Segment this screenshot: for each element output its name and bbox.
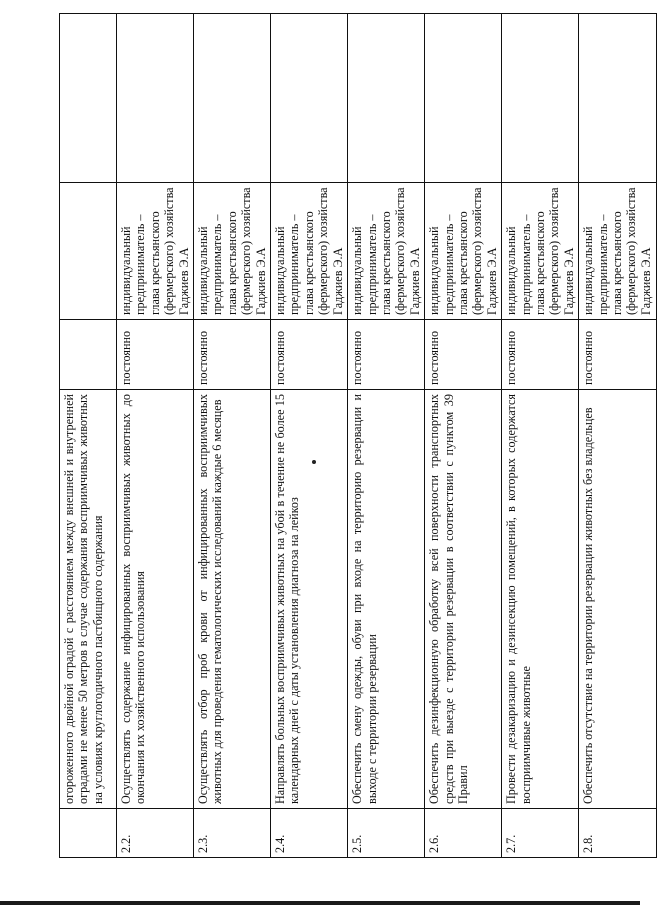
table-row [348, 14, 425, 858]
row-number: 2.7. [502, 809, 579, 858]
row-action: огороженного двойной оградой с расстоянием между внешней и внутренней оградами не менее 50 метров в случае содержания восприимчивых животных на условиях круглогодичного пастбищного содержания [60, 390, 117, 809]
row-term: постоянно [271, 320, 348, 390]
scan-bottom-edge [0, 901, 640, 905]
table-row-continuation [60, 14, 117, 858]
measures-table [59, 13, 657, 858]
row-number: 2.5. [348, 809, 425, 858]
table-row [194, 14, 271, 858]
table-row [271, 14, 348, 858]
row-term [60, 320, 117, 390]
row-note [502, 14, 579, 183]
row-note [194, 14, 271, 183]
row-term: постоянно [117, 320, 194, 390]
table-row [502, 14, 579, 858]
row-responsible: индивидуальный предприниматель – глава крестьянского (фермерского) хозяйства Гаджиев Э.А [502, 183, 579, 320]
row-action: Осуществлять отбор проб крови от инфицированных восприимчивых животных для проведения гематологических исследований каждые 6 месяцев [194, 390, 271, 809]
row-action: Направлять больных восприимчивых животных на убой в течение не более 15 календарных дней с даты установления диагноза на лейкоз [271, 390, 348, 809]
table-row [425, 14, 502, 858]
row-action: Обеспечить дезинфекционную обработку всей поверхности транспортных средств при выезде с территории резервации в соответствии с пунктом 39 Правил [425, 390, 502, 809]
row-term: постоянно [194, 320, 271, 390]
row-note [579, 14, 657, 183]
row-action: Провести дезакаризацию и дезинсекцию помещений, в которых содержатся восприимчивые животные [502, 390, 579, 809]
row-action: Осуществлять содержание инфицированных восприимчивых животных до окончания их хозяйственного использования [117, 390, 194, 809]
row-action: Обеспечить смену одежды, обуви при входе на территорию резервации и выходе с территории резервации [348, 390, 425, 809]
row-number: 2.2. [117, 809, 194, 858]
row-responsible [60, 183, 117, 320]
row-term: постоянно [348, 320, 425, 390]
row-number: 2.4. [271, 809, 348, 858]
row-term: постоянно [425, 320, 502, 390]
row-note [60, 14, 117, 183]
row-responsible: индивидуальный предприниматель – глава крестьянского (фермерского) хозяйства Гаджиев Э.А [117, 183, 194, 320]
row-responsible: индивидуальный предприниматель – глава крестьянского (фермерского) хозяйства Гаджиев Э.А [425, 183, 502, 320]
row-note [348, 14, 425, 183]
row-note [425, 14, 502, 183]
row-action: Обеспечить отсутствие на территории резервации животных без владельцев [579, 390, 657, 809]
rotated-document [59, 14, 653, 858]
row-number: 2.3. [194, 809, 271, 858]
row-responsible: индивидуальный предприниматель – глава крестьянского (фермерского) хозяйства Гаджиев Э.А [579, 183, 657, 320]
table-row [579, 14, 657, 858]
row-responsible: индивидуальный предприниматель – глава крестьянского (фермерского) хозяйства Гаджиев Э.А [348, 183, 425, 320]
row-responsible: индивидуальный предприниматель – глава крестьянского (фермерского) хозяйства Гаджиев Э.А [194, 183, 271, 320]
row-number [60, 809, 117, 858]
row-term: постоянно [502, 320, 579, 390]
row-term: постоянно [579, 320, 657, 390]
rotated-page-area [59, 14, 653, 858]
row-responsible: индивидуальный предприниматель – глава крестьянского (фермерского) хозяйства Гаджиев Э.А [271, 183, 348, 320]
row-number: 2.6. [425, 809, 502, 858]
row-note [117, 14, 194, 183]
table-row [117, 14, 194, 858]
row-note [271, 14, 348, 183]
row-number: 2.8. [579, 809, 657, 858]
scan-speck [312, 460, 316, 464]
